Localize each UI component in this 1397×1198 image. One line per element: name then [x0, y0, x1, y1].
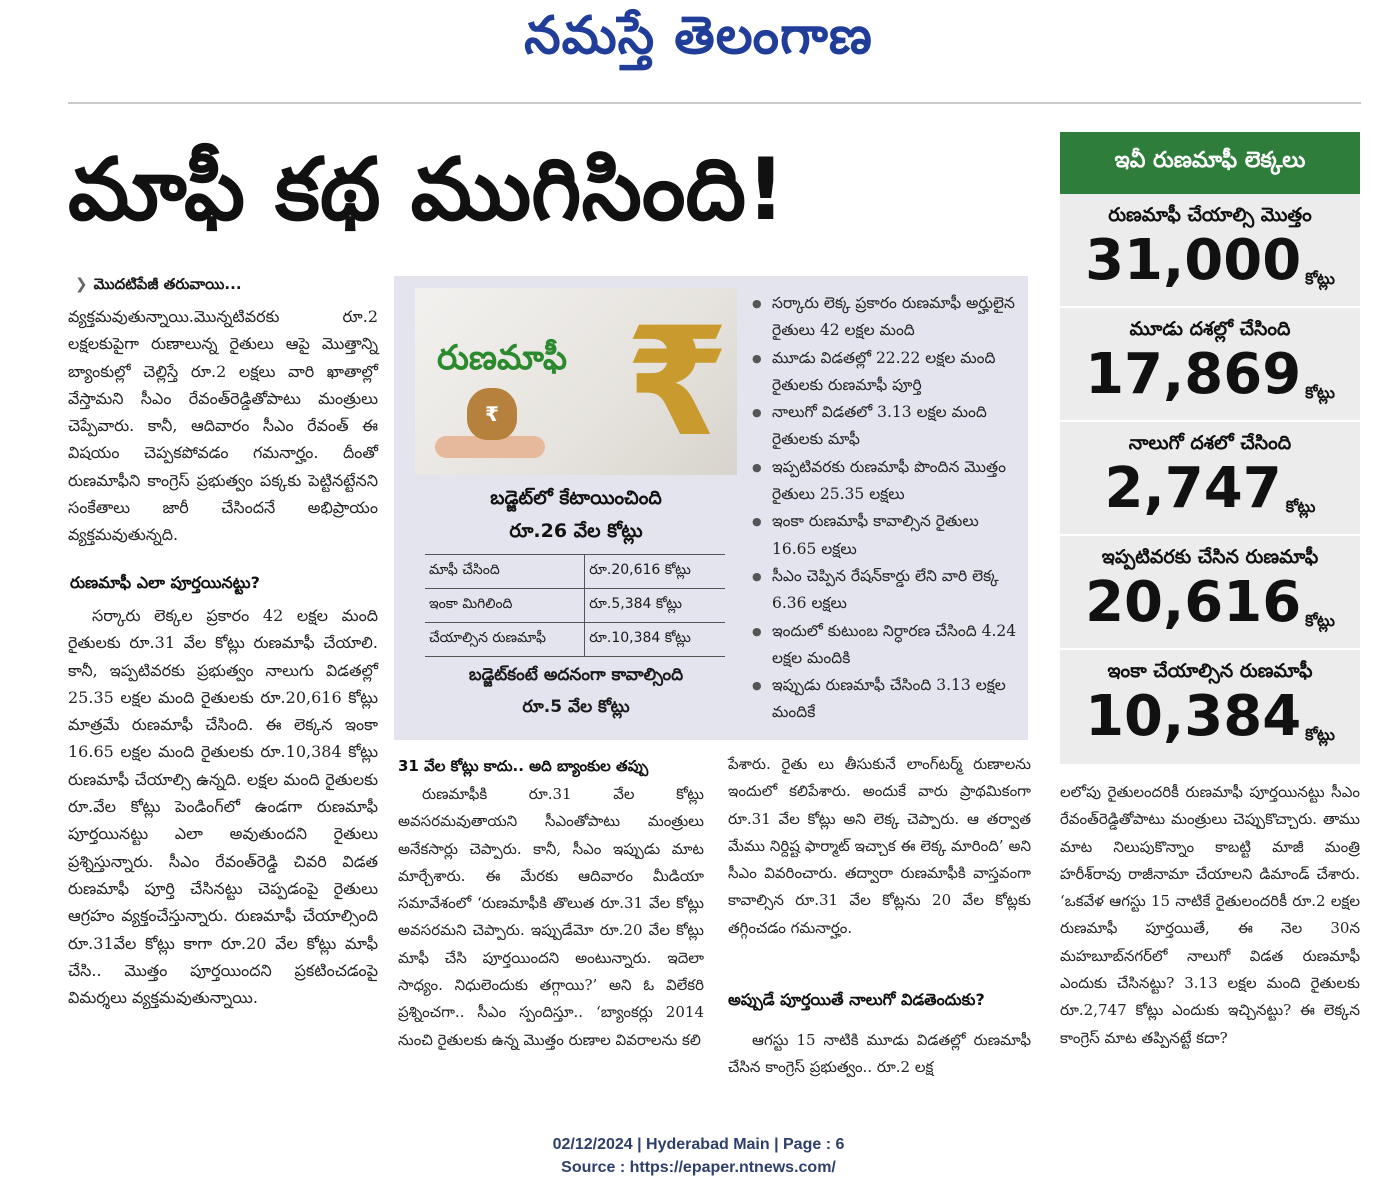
- stat-unit: కోట్లు: [1305, 725, 1335, 744]
- stat-block: [1060, 536, 1360, 650]
- stat-label: ఇప్పటివరకు చేసిన రుణమాఫీ: [1101, 546, 1319, 568]
- article-paragraph: సర్కారు లెక్కల ప్రకారం 42 లక్షల మంది రైతులకు రూ.31 వేల కోట్లు రుణమాఫీ చేయాలి. కానీ, ఇప్పటివరకు ప్రభుత్వం నాలుగు విడతల్లో 25.35 లక్షల మంది రైతులకు రూ.20,616 కోట్లు మాత్రమే రుణమాఫీ చేసింది. ఈ లెక్కన ఇంకా 16.65 లక్షల మంది రైతులకు రూ.10,384 కోట్లు రుణమాఫీ చేయాల్సి ఉన్నది. లక్షల మంది రైతులకు రూ.వేల కోట్లు పెండింగ్‌లో ఉండగా రుణమాఫీ పూర్తయినట్టు ఎలా అవుతుందని రైతులు ప్రశ్నిస్తున్నారు. సీఎం రేవంత్‌రెడ్డి చివరి విడత రుణమాఫీ పూర్తి చేసినట్టు చెప్పడంపై రైతులు ఆగ్రహం వ్యక్తంచేస్తున్నారు. రుణమాఫీ చేయాల్సింది రూ.31వేల కోట్లు కాగా రూ.20 వేల కోట్లు మాఫీ చేసి.. మొత్తం పూర్తయిందని ప్రకటించడంపై విమర్శలు వ్యక్తమవుతున్నాయి.: [68, 606, 378, 1008]
- stat-unit: కోట్లు: [1305, 611, 1335, 630]
- stat-unit: కోట్లు: [1305, 383, 1335, 402]
- stat-unit: కోట్లు: [1305, 269, 1335, 288]
- table-cell-value: రూ.10,384 కోట్లు: [585, 623, 725, 657]
- section-subhead: 31 వేల కోట్లు కాదు.. అది బ్యాంకుల తప్పు: [398, 757, 649, 775]
- article-paragraph: లలోపు రైతులందరికీ రుణమాఫీ పూర్తయినట్టు సీఎం రేవంత్‌రెడ్డితోపాటు మంత్రులు చెప్పుకొచ్చారు. తాము మాట నిలుపుకొన్నాం కాబట్టి మాజీ మంత్రి హరీశ్‌రావు రాజీనామా చేయాలని డిమాండ్ చేశారు. ‘ఒకవేళ ఆగస్టు 15 నాటికే రైతులందరికీ రూ.2 లక్షల రుణమాఫీ పూర్తయితే, ఈ నెల 30న మహబూబ్‌నగర్‌లో నాలుగో విడత రుణమాఫీ ఎందుకు చేసినట్టు? 3.13 లక్షల మంది రైతులకు రూ.2,747 కోట్లు ఎందుకు ఇచ్చినట్టు? ఈ లెక్కన కాంగ్రెస్ మాట తప్పినట్టే కదా?: [1060, 783, 1360, 1047]
- stat-value: 17,869: [1085, 342, 1302, 407]
- article-paragraph: ఆగస్టు 15 నాటికి మూడు విడతల్లో రుణమాఫీ చేసిన కాంగ్రెస్ ప్రభుత్వం.. రూ.2 లక్ష: [728, 1031, 1031, 1077]
- header-rule: [68, 102, 1361, 104]
- budget-table: [425, 554, 725, 657]
- kicker-text: మొదటిపేజీ తరువాయి...: [93, 275, 242, 293]
- table-row: [425, 589, 725, 623]
- list-item: ● ఇప్పుడు రుణమాఫీ చేసింది 3.13 లక్షల మందికే: [748, 672, 1018, 727]
- list-item: ● ఇందులో కుటుంబ నిర్ధారణ చేసింది 4.24 లక్షల మందికి: [748, 618, 1018, 673]
- article-paragraph: వ్యక్తమవుతున్నాయి.మొన్నటివరకు రూ.2 లక్షలకుపైగా రుణాలున్న రైతులు ఆపై మొత్తాన్ని బ్యాంకుల్లో చెల్లిస్తే రూ.2 లక్షలు వారి ఖాతాల్లో వేస్తామని సీఎం రేవంత్‌రెడ్డితోపాటు మంత్రులు చెప్పేవారు. కానీ, ఆదివారం సీఎం రేవంత్ ఈ విషయం చెప్పకపోవడం గమనార్హం. దీంతో రుణమాఫీని కాంగ్రెస్ ప్రభుత్వం పక్కకు పెట్టినట్టేనని సంకేతాలు జారీ చేసిందనే అభిప్రాయం వ్యక్తమవుతున్నది.: [68, 307, 378, 545]
- table-cell-label: చేయాల్సిన రుణమాఫీ: [425, 623, 585, 657]
- loan-waiver-illustration: [415, 288, 737, 475]
- budget-extra-needed: బడ్జెట్‌కంటే అదనంగా కావాల్సింది: [468, 665, 684, 685]
- facts-list: [748, 290, 1018, 727]
- list-item: ● ఇంకా రుణమాఫీ కావాల్సిన రైతులు 16.65 లక్షలు: [748, 508, 1018, 563]
- headline: మాఫీ కథ ముగిసింది!: [68, 140, 786, 240]
- masthead-logo: నమస్తే తెలంగాణ: [524, 6, 873, 66]
- stat-block: [1060, 650, 1360, 764]
- money-bag-icon: ₹: [467, 388, 517, 440]
- list-item: ● సీఎం చెప్పిన రేషన్‌కార్డు లేని వారి లెక్క 6.36 లక్షలు: [748, 563, 1018, 618]
- table-cell-label: మాఫీ చేసింది: [425, 555, 585, 589]
- footer-dateline: 02/12/2024 | Hyderabad Main | Page : 6: [552, 1136, 845, 1153]
- budget-heading: బడ్జెట్‌లో కేటాయించింది: [490, 487, 662, 509]
- rupee-icon: ₹: [625, 296, 730, 470]
- stat-label: రుణమాఫీ చేయాల్సి మొత్తం: [1108, 204, 1312, 226]
- table-row: [425, 623, 725, 657]
- stat-label: ఇంకా చేయాల్సిన రుణమాఫీ: [1107, 660, 1313, 682]
- stat-label: నాలుగో దశలో చేసింది: [1128, 432, 1292, 454]
- chevron-right-icon: ❯: [75, 275, 88, 293]
- loan-waiver-stats-sidebar: [1060, 132, 1360, 764]
- footer-source: Source : https://epaper.ntnews.com/: [561, 1159, 836, 1176]
- table-cell-value: రూ.20,616 కోట్లు: [585, 555, 725, 589]
- section-subhead: అప్పుడే పూర్తయితే నాలుగో విడతెందుకు?: [728, 990, 985, 1009]
- stat-block: [1060, 194, 1360, 308]
- stat-value: 10,384: [1085, 684, 1302, 749]
- article-paragraph: పేశారు. రైతు లు తీసుకునే లాంగ్‌టర్మ్ రుణాలను ఇందులో కలిపేశారు. అందుకే వారు ప్రాథమికంగా రూ.31 వేల కోట్లు అని లెక్క చెప్పారు. ఆ తర్వాత మేము నిర్దిష్ట ఫార్మాట్ ఇచ్చాక ఈ లెక్క మారింది’ అని సీఎం వివరించారు. తద్వారా రుణమాఫీకి వాస్తవంగా కావాల్సిన రూ.31 వేల కోట్లను 20 వేల కోట్లకు తగ్గించడం గమనార్హం.: [728, 755, 1031, 937]
- article-paragraph: రుణమాఫీకి రూ.31 వేల కోట్లు అవసరమవుతాయని సీఎంతోపాటు మంత్రులు అనేకసార్లు చెప్పారు. కానీ, సీఎం ఇప్పుడు మాట మార్చేశారు. ఈ మేరకు ఆదివారం మీడియా సమావేశంలో ‘రుణమాఫీకి తొలుత రూ.31 వేల కోట్లు అవసరమని చెప్పారు. ఇప్పుడేమో రూ.20 వేల కోట్లు మాఫీ చేసి పూర్తయిందని అంటున్నారు. ఇదెలా సాధ్యం. నిధులెందుకు తగ్గాయి?’ అని ఓ విలేకరి ప్రశ్నించగా.. సీఎం స్పందిస్తూ.. ‘బ్యాంకర్లు 2014 నుంచి రైతులకు ఉన్న మొత్తం రుణాల వివరాలను కలి: [398, 785, 704, 1049]
- table-row: [425, 555, 725, 589]
- stat-block: [1060, 308, 1360, 422]
- table-cell-value: రూ.5,384 కోట్లు: [585, 589, 725, 623]
- stat-block: [1060, 422, 1360, 536]
- continuation-kicker: [75, 275, 242, 297]
- list-item: ● సర్కారు లెక్క ప్రకారం రుణమాఫీ అర్హులైన రైతులు 42 లక్షల మంది: [748, 290, 1018, 345]
- list-item: ● ఇప్పటివరకు రుణమాఫీ పొందిన మొత్తం రైతులు 25.35 లక్షలు: [748, 454, 1018, 509]
- sidebar-title: ఇవీ రుణమాఫీ లెక్కలు: [1060, 132, 1360, 194]
- list-item: ● మూడు విడతల్లో 22.22 లక్షల మంది రైతులకు రుణమాఫీ పూర్తి: [748, 345, 1018, 400]
- list-item: ● నాలుగో విడతలో 3.13 లక్షల మంది రైతులకు మాఫీ: [748, 399, 1018, 454]
- illustration-title: రుణమాఫీ: [437, 338, 568, 378]
- stat-label: మూడు దశల్లో చేసింది: [1129, 318, 1291, 340]
- stat-value: 20,616: [1085, 570, 1302, 635]
- stat-value: 2,747: [1104, 456, 1282, 521]
- stat-unit: కోట్లు: [1285, 497, 1316, 516]
- table-cell-label: ఇంకా మిగిలింది: [425, 589, 585, 623]
- section-subhead: రుణమాఫీ ఎలా పూర్తయినట్టు?: [70, 573, 260, 592]
- budget-extra-amount: రూ.5 వేల కోట్లు: [522, 697, 630, 717]
- stat-value: 31,000: [1085, 228, 1302, 293]
- budget-box: [415, 482, 737, 721]
- budget-heading-amount: రూ.26 వేల కోట్లు: [509, 520, 643, 542]
